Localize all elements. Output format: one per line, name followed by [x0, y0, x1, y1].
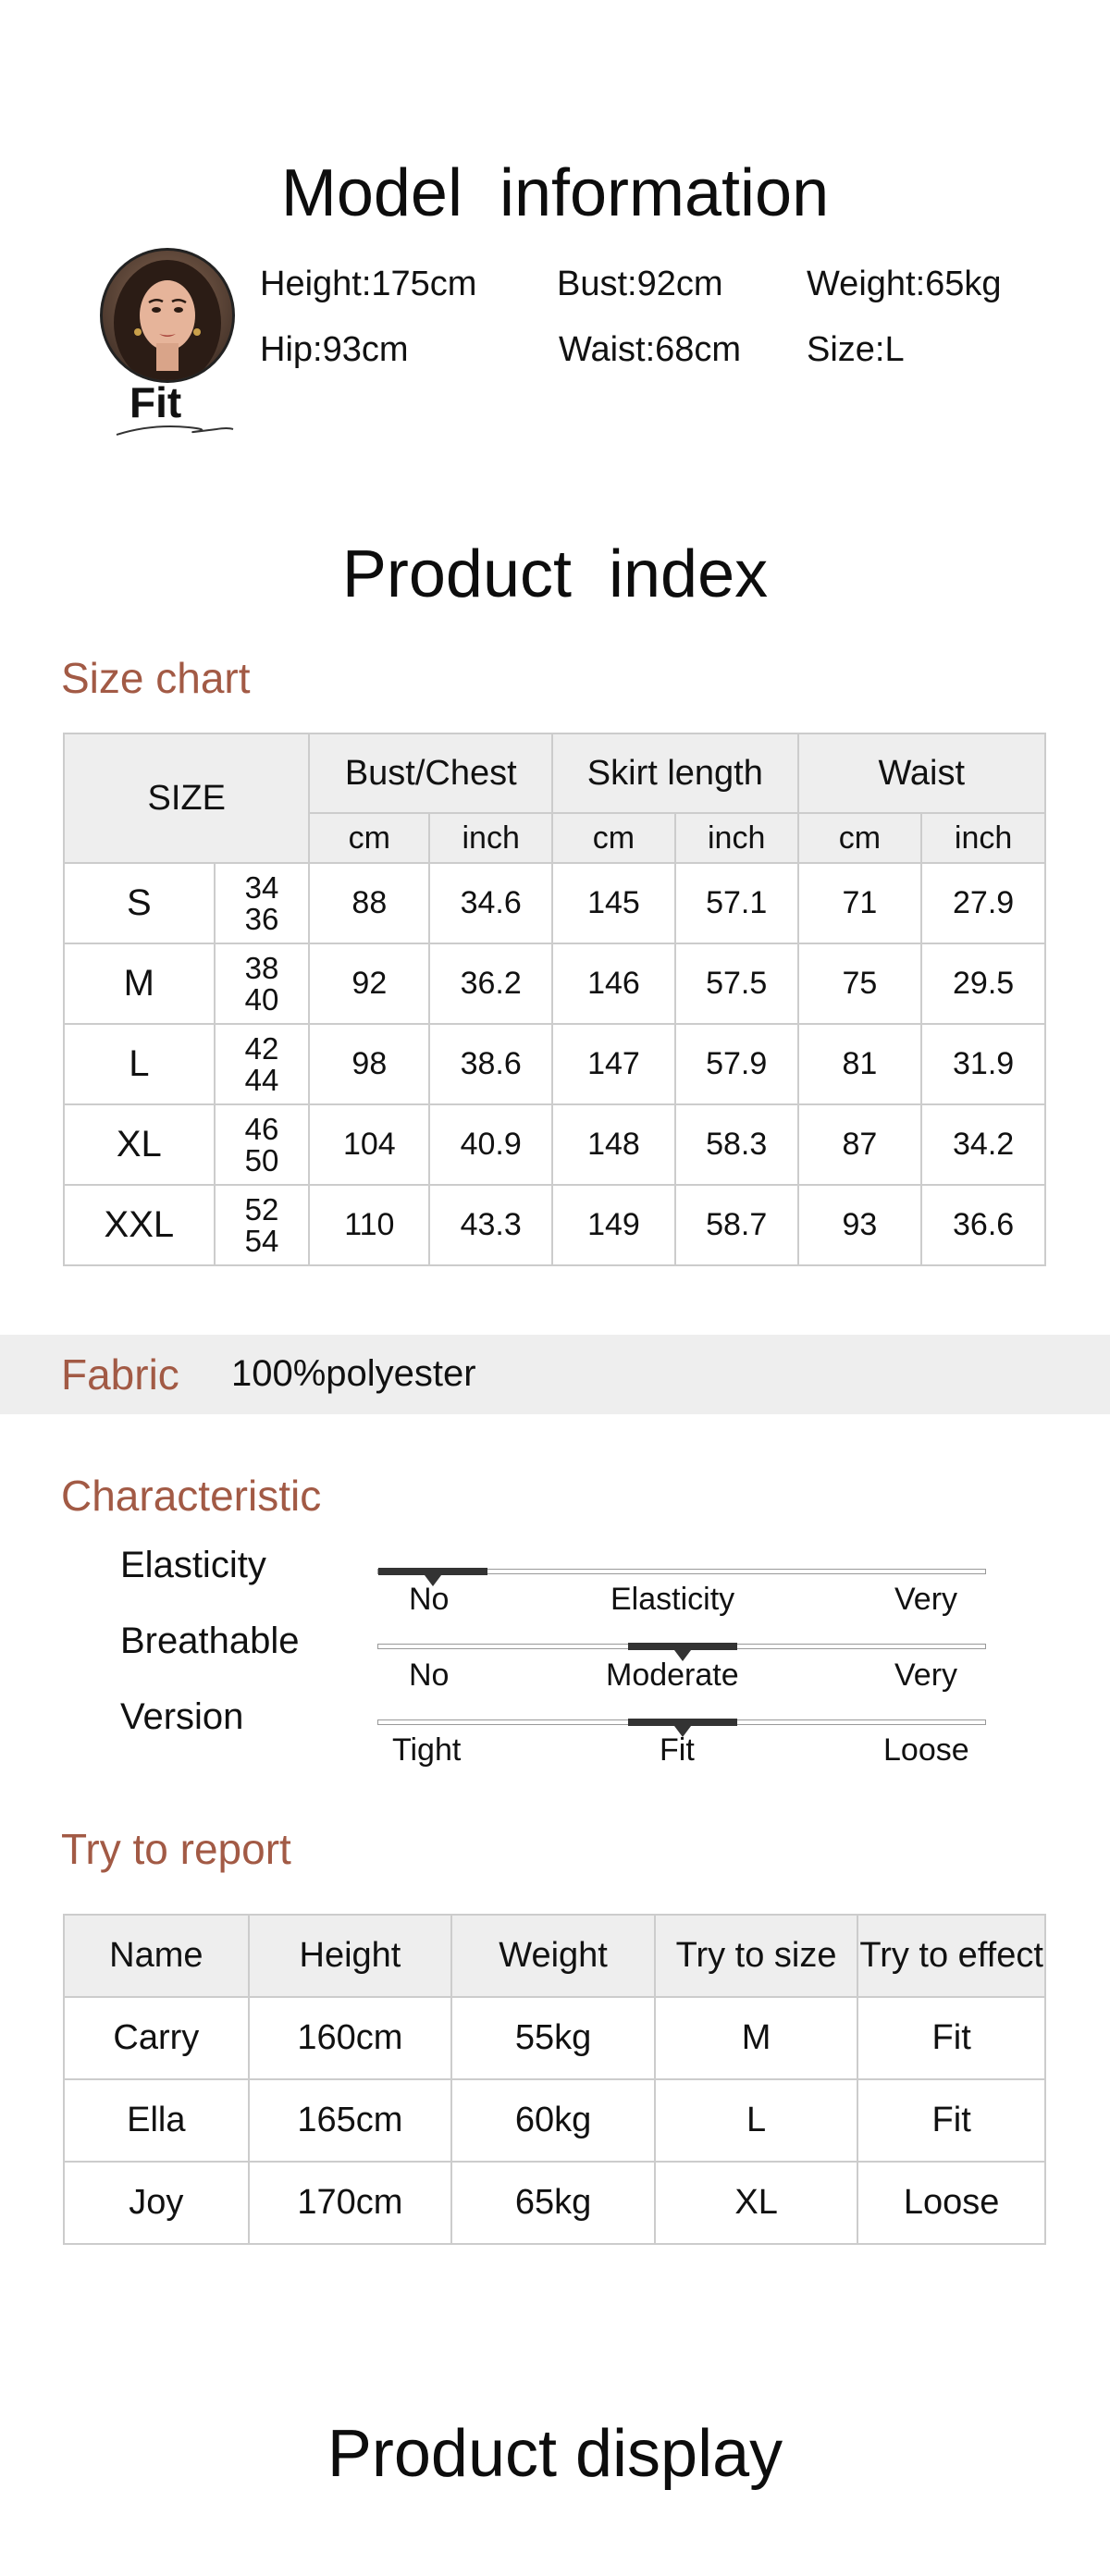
version-scale-fill: [628, 1719, 737, 1726]
table-cell: 145: [552, 863, 675, 943]
unit-header: inch: [921, 813, 1045, 863]
table-cell: 60kg: [451, 2079, 655, 2162]
size-cell: M: [64, 943, 215, 1024]
table-cell: 57.9: [675, 1024, 798, 1104]
table-cell: Joy: [64, 2162, 249, 2244]
fabric-band: [0, 1335, 1110, 1414]
model-size: Size:L: [807, 330, 905, 369]
table-cell: 147: [552, 1024, 675, 1104]
eu-size-b: 40: [244, 981, 279, 1017]
table-cell: 34.2: [921, 1104, 1045, 1185]
report-header-name: Name: [64, 1915, 249, 1997]
eu-size-b: 44: [244, 1062, 279, 1097]
table-cell: 36.2: [429, 943, 552, 1024]
table-cell: 149: [552, 1185, 675, 1265]
size-chart-table: [63, 733, 1046, 1266]
table-cell: 55kg: [451, 1997, 655, 2079]
table-cell: 40.9: [429, 1104, 552, 1185]
elasticity-right-label: Very: [894, 1582, 958, 1617]
table-cell: 98: [309, 1024, 429, 1104]
fabric-value: 100%polyester: [231, 1353, 476, 1394]
elasticity-scale-fill: [378, 1568, 487, 1575]
eu-size-a: 46: [244, 1111, 279, 1146]
eu-size-cell: [215, 943, 310, 1024]
table-cell: 146: [552, 943, 675, 1024]
table-cell: 65kg: [451, 2162, 655, 2244]
unit-header: cm: [798, 813, 922, 863]
table-cell: 58.3: [675, 1104, 798, 1185]
model-information-title: Model information: [280, 156, 830, 230]
table-cell: 92: [309, 943, 429, 1024]
version-label: Version: [120, 1696, 244, 1737]
model-height: Height:175cm: [260, 265, 477, 303]
table-row: [64, 1185, 1045, 1265]
product-index-title: Product index: [341, 537, 769, 611]
eu-size-a: 34: [244, 869, 279, 905]
unit-header: cm: [552, 813, 675, 863]
table-cell: 148: [552, 1104, 675, 1185]
model-waist: Waist:68cm: [559, 330, 742, 369]
table-cell: 88: [309, 863, 429, 943]
unit-header: inch: [429, 813, 552, 863]
characteristic-title: Characteristic: [61, 1472, 322, 1520]
fit-badge-label: Fit: [130, 378, 182, 426]
table-cell: 34.6: [429, 863, 552, 943]
table-cell: 27.9: [921, 863, 1045, 943]
eu-size-a: 52: [244, 1191, 279, 1226]
table-row: [64, 1104, 1045, 1185]
table-cell: Fit: [857, 2079, 1045, 2162]
elasticity-label: Elasticity: [120, 1545, 266, 1585]
breathable-scale: [377, 1644, 986, 1649]
group-header-bust: Bust/Chest: [309, 733, 552, 813]
signature-swoosh-icon: [115, 418, 235, 438]
table-cell: 87: [798, 1104, 922, 1185]
table-cell: Ella: [64, 2079, 249, 2162]
eu-size-b: 54: [244, 1223, 279, 1258]
model-avatar: [100, 248, 235, 383]
product-display-title: Product display: [327, 2417, 783, 2491]
model-portrait-image: [103, 251, 232, 380]
unit-header: inch: [675, 813, 798, 863]
try-report-title: Try to report: [61, 1825, 291, 1873]
breathable-label: Breathable: [120, 1621, 300, 1661]
group-header-waist: Waist: [798, 733, 1045, 813]
table-cell: 29.5: [921, 943, 1045, 1024]
version-right-label: Loose: [883, 1732, 969, 1768]
table-row: [64, 2162, 1045, 2244]
size-header: SIZE: [64, 733, 309, 863]
table-row: [64, 1997, 1045, 2079]
table-row: [64, 943, 1045, 1024]
table-cell: 36.6: [921, 1185, 1045, 1265]
report-header-weight: Weight: [451, 1915, 655, 1997]
report-header-try-effect: Try to effect: [857, 1915, 1045, 1997]
table-cell: 38.6: [429, 1024, 552, 1104]
try-report-table: [63, 1914, 1046, 2245]
model-weight: Weight:65kg: [807, 265, 1002, 303]
eu-size-a: 42: [244, 1030, 279, 1066]
breathable-right-label: Very: [894, 1658, 958, 1693]
model-bust: Bust:92cm: [557, 265, 723, 303]
table-cell: Carry: [64, 1997, 249, 2079]
table-cell: Loose: [857, 2162, 1045, 2244]
table-cell: 58.7: [675, 1185, 798, 1265]
table-cell: 31.9: [921, 1024, 1045, 1104]
eu-size-cell: [215, 1185, 310, 1265]
version-scale: [377, 1719, 986, 1725]
table-cell: 110: [309, 1185, 429, 1265]
table-row: [64, 1024, 1045, 1104]
report-header-height: Height: [249, 1915, 452, 1997]
size-cell: XXL: [64, 1185, 215, 1265]
table-cell: L: [655, 2079, 857, 2162]
table-cell: 104: [309, 1104, 429, 1185]
size-chart-title: Size chart: [61, 654, 251, 702]
eu-size-b: 50: [244, 1142, 279, 1177]
size-cell: XL: [64, 1104, 215, 1185]
model-hip: Hip:93cm: [260, 330, 409, 369]
table-cell: Fit: [857, 1997, 1045, 2079]
table-cell: 165cm: [249, 2079, 452, 2162]
table-cell: 43.3: [429, 1185, 552, 1265]
table-cell: 75: [798, 943, 922, 1024]
fabric-label: Fabric: [61, 1350, 179, 1399]
size-cell: S: [64, 863, 215, 943]
eu-size-a: 38: [244, 950, 279, 985]
unit-header: cm: [309, 813, 429, 863]
eu-size-cell: [215, 1104, 310, 1185]
table-cell: 57.1: [675, 863, 798, 943]
elasticity-middle-label: Elasticity: [610, 1582, 735, 1617]
table-cell: 160cm: [249, 1997, 452, 2079]
table-cell: 170cm: [249, 2162, 452, 2244]
breathable-scale-fill: [628, 1643, 737, 1650]
version-left-label: Tight: [392, 1732, 462, 1768]
table-cell: M: [655, 1997, 857, 2079]
eu-size-cell: [215, 1024, 310, 1104]
elasticity-left-label: No: [409, 1582, 450, 1617]
size-cell: L: [64, 1024, 215, 1104]
table-cell: 93: [798, 1185, 922, 1265]
version-middle-label: Fit: [660, 1732, 695, 1768]
eu-size-cell: [215, 863, 310, 943]
table-cell: 57.5: [675, 943, 798, 1024]
breathable-middle-label: Moderate: [606, 1658, 739, 1693]
report-header-try-size: Try to size: [655, 1915, 857, 1997]
elasticity-scale: [377, 1569, 986, 1574]
table-cell: 71: [798, 863, 922, 943]
table-cell: 81: [798, 1024, 922, 1104]
table-row: [64, 2079, 1045, 2162]
group-header-skirt-length: Skirt length: [552, 733, 797, 813]
table-row: [64, 863, 1045, 943]
eu-size-b: 36: [244, 901, 279, 936]
table-cell: XL: [655, 2162, 857, 2244]
breathable-left-label: No: [409, 1658, 450, 1693]
